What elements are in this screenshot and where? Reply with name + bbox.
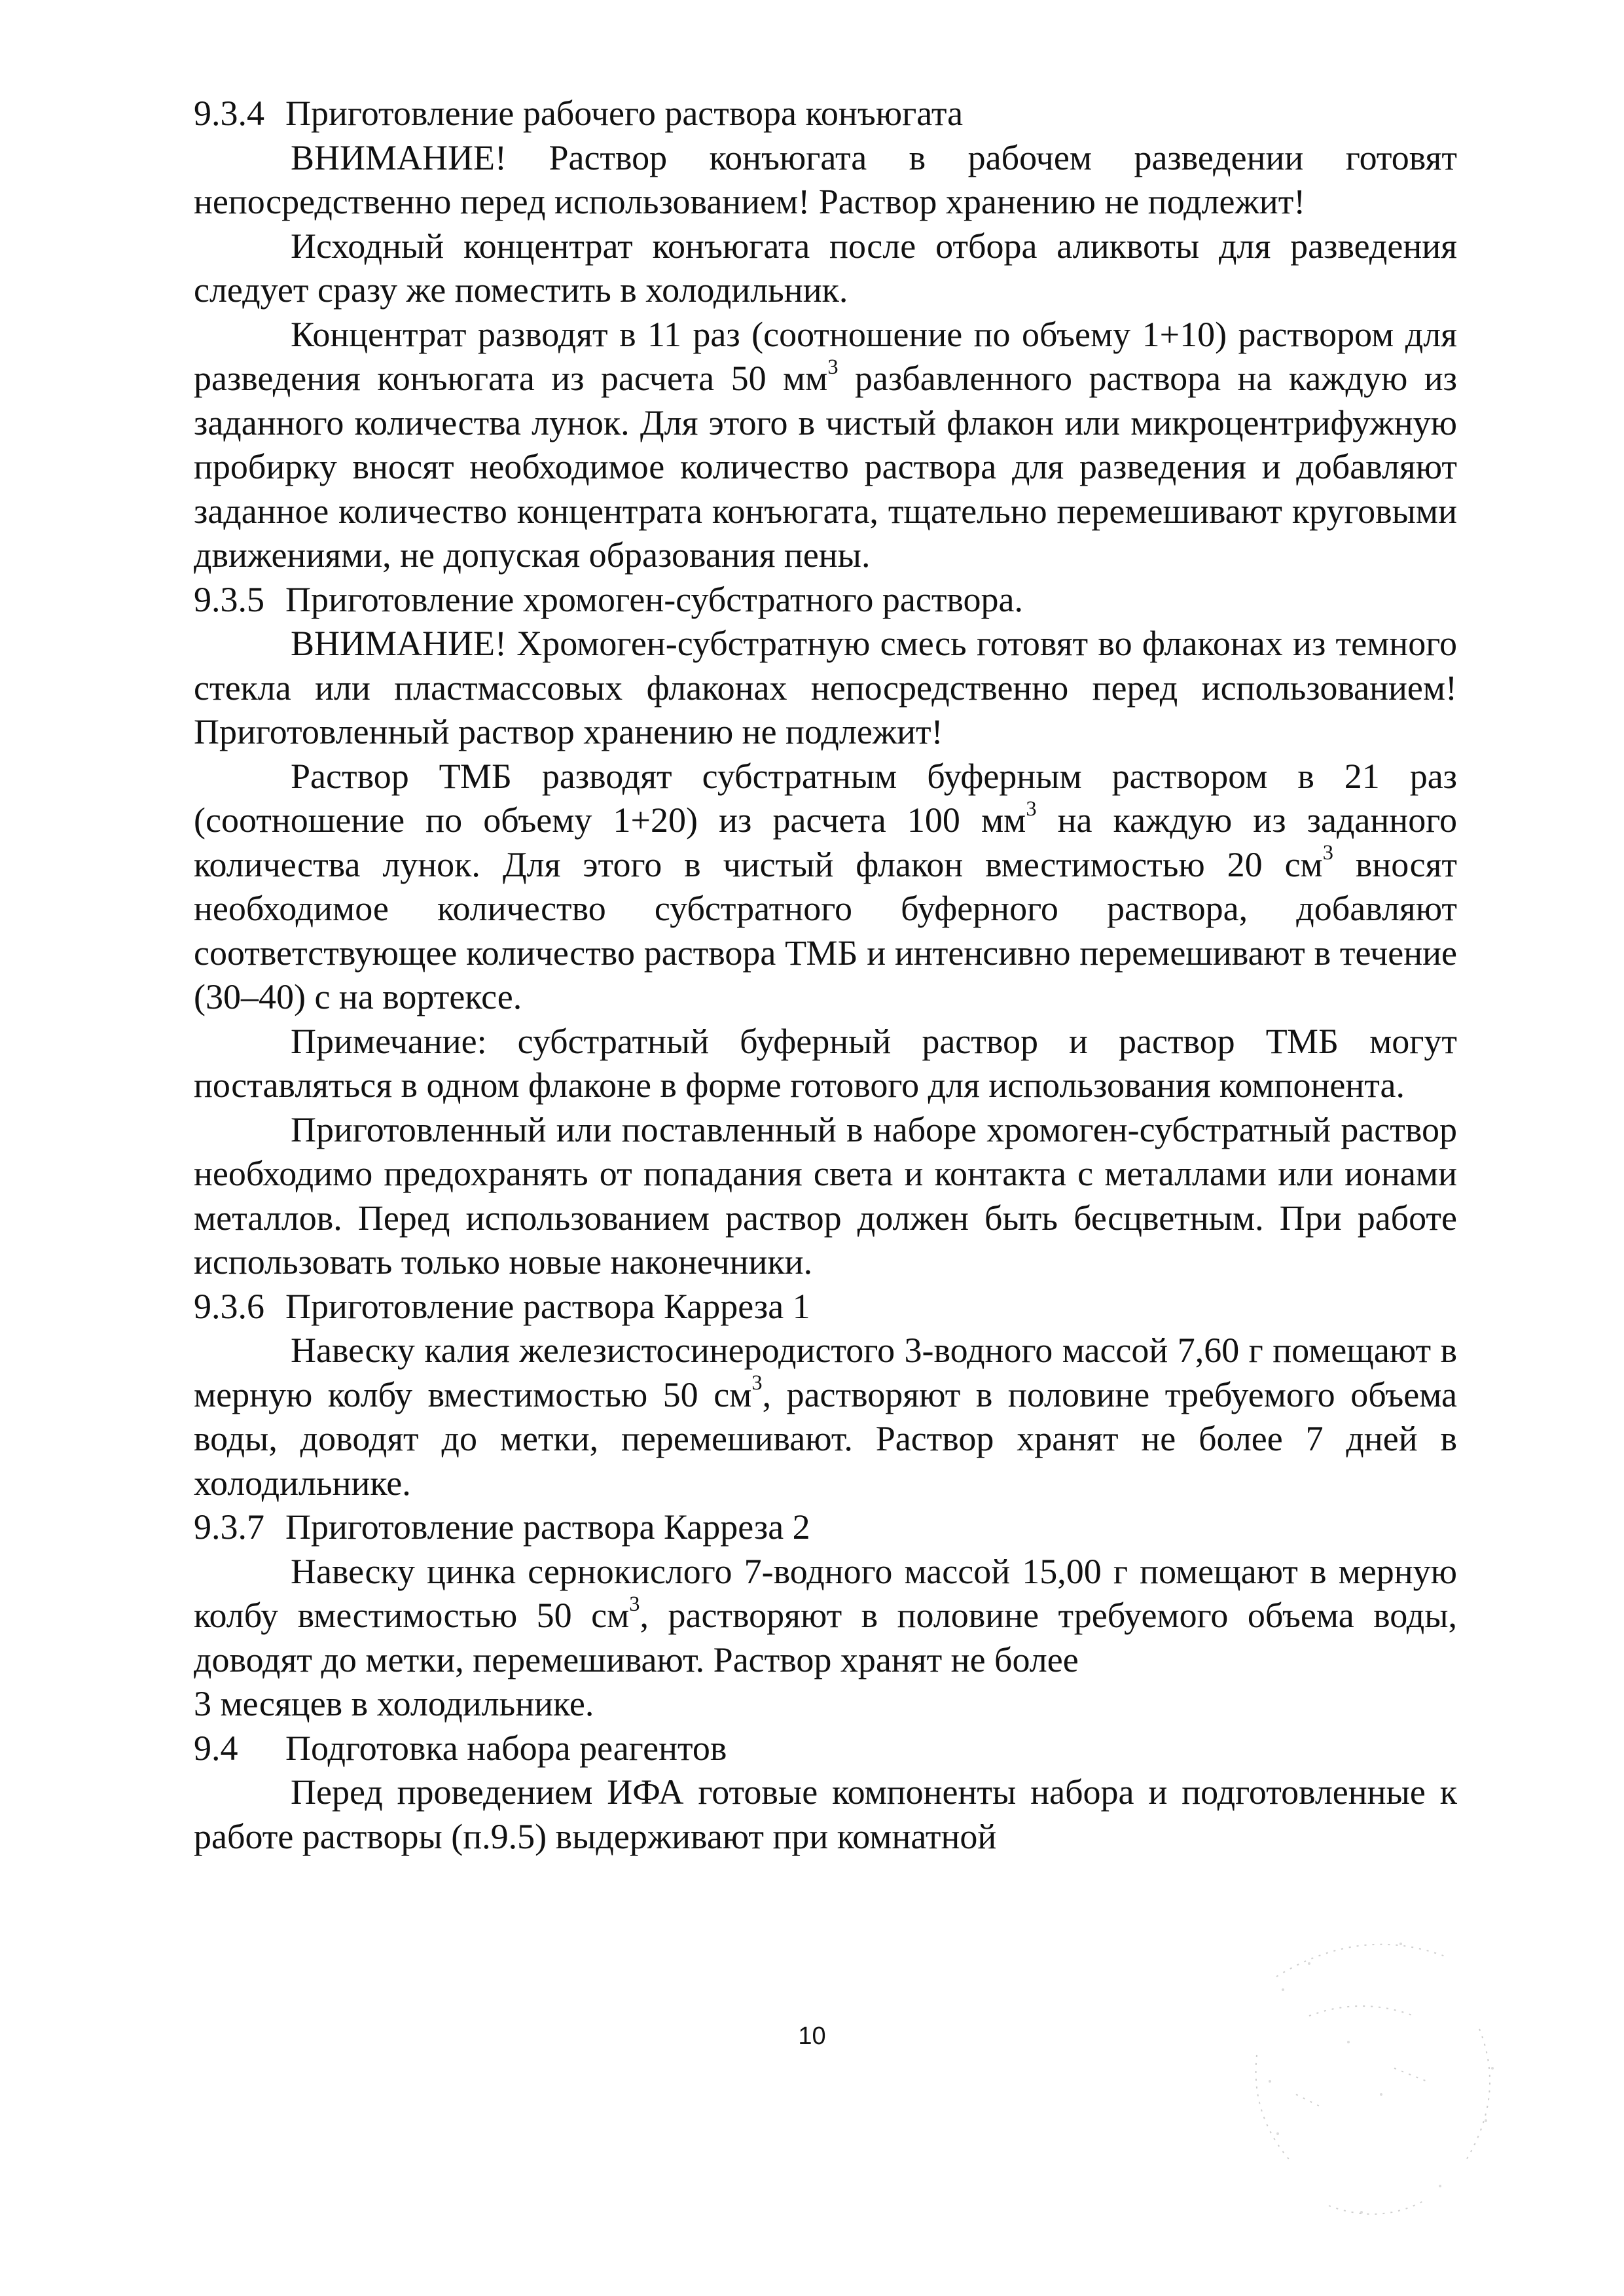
section-title: Приготовление раствора Карреза 2 [285,1507,810,1547]
text-run: вносят необходимое количество субстратного буферного раствора, добавляют соответствующее количество раствора ТМБ и интенсивно перемешивают в течение (30–40) с на вортексе. [194,844,1458,1016]
note-paragraph: Примечание: субстратный буферный раствор и раствор ТМБ могут поставляться в одном флаконе в форме готового для использования компонента. [194,1021,1457,1105]
paragraph [194,755,1457,1020]
text-run: Навеску цинка сернокислого 7-водного массой 15,00 г помещают в мерную колбу вместимостью 50 см [194,1551,1457,1635]
section-number: 9.3.5 [194,579,264,619]
section-heading-9-3-6 [194,1285,1457,1329]
section-heading-9-4 [194,1727,1457,1771]
page-number: 10 [798,2022,826,2050]
paragraph [194,1329,1457,1505]
section-title: Приготовление раствора Карреза 1 [285,1286,810,1326]
section-title: Приготовление рабочего раствора конъюгата [285,94,964,133]
paragraph: 3 месяцев в холодильнике. [194,1684,594,1723]
paragraph: Исходный концентрат конъюгата после отбора аликвоты для разведения следует сразу же поместить в холодильник. [194,226,1457,310]
text-run: Раствор ТМБ разводят субстратным буферным раствором в 21 раз (соотношение по объему 1+20) из расчета 100 мм [194,756,1457,840]
faint-stamp-image [1231,1898,1532,2238]
section-heading-9-3-4 [194,92,1457,136]
text-run: , растворяют в половине требуемого объема воды, доводят до метки, перемешивают. Раствор хранят не более 7 дней в холодильнике. [194,1374,1457,1503]
paragraph: Приготовленный или поставленный в наборе хромоген-субстратный раствор необходимо предохранять от попадания света и контакта с металлами или ионами металлов. Перед использованием раствор должен быть бесцветным. При работе использовать только новые наконечники. [194,1109,1457,1282]
section-number: 9.3.7 [194,1507,264,1547]
paragraph [194,1550,1457,1683]
section-number: 9.3.4 [194,94,264,133]
section-number: 9.3.6 [194,1286,264,1326]
section-number: 9.4 [194,1728,238,1768]
text-run: на каждую из заданного количества лунок. Для этого в чистый флакон вместимостью 20 см [194,800,1458,884]
paragraph: ВНИМАНИЕ! Раствор конъюгата в рабочем разведении готовят непосредственно перед использованием! Раствор хранению не подлежит! [194,137,1457,221]
superscript: 3 [827,355,839,379]
text-run: , растворяют в половине требуемого объема воды, доводят до метки, перемешивают. Раствор хранят не более [194,1596,1457,1679]
paragraph: ВНИМАНИЕ! Хромоген-субстратную смесь готовят во флаконах из темного стекла или пластмассовых флаконах непосредственно перед использованием! Приготовленный раствор хранению не подлежит! [194,624,1457,751]
text-run: Концентрат разводят в 11 раз (соотношение по объему 1+10) раствором для разведения конъюгата из расчета 50 мм [194,314,1457,398]
paragraph: Перед проведением ИФА готовые компоненты набора и подготовленные к работе растворы (п.9.5) выдерживают при комнатной [194,1772,1457,1856]
text-run: Навеску калия железистосинеродистого 3-водного массой 7,60 г помещают в мерную колбу вместимостью 50 см [194,1331,1457,1414]
section-title: Подготовка набора реагентов [285,1728,727,1768]
paragraph [194,313,1457,578]
section-heading-9-3-5 [194,578,1457,622]
superscript: 3 [751,1371,763,1395]
superscript: 3 [629,1592,640,1616]
superscript: 3 [1322,841,1333,865]
superscript: 3 [1026,797,1037,821]
page-body [194,92,1457,1859]
text-run: разбавленного раствора на каждую из заданного количества лунок. Для этого в чистый флакон или микроцентрифужную пробирку вносят необходимое количество раствора для разведения и добавляют заданное количество концентрата конъюгата, тщательно перемешивают круговыми движениями, не допуская образования пены. [194,359,1457,575]
section-title: Приготовление хромоген-субстратного раствора. [285,579,1024,619]
section-heading-9-3-7 [194,1505,1457,1550]
